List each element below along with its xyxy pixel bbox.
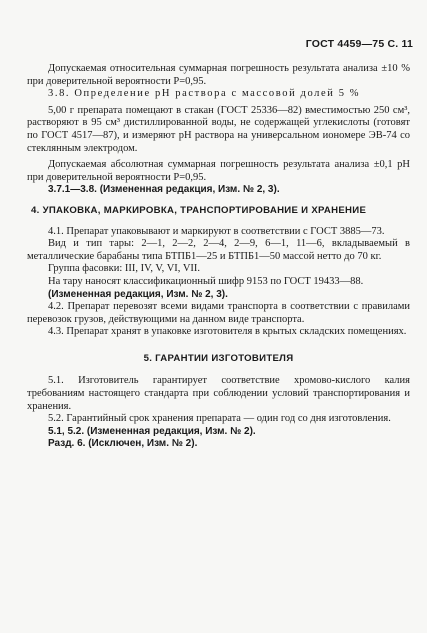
paragraph: 4.1. Препарат упаковывают и маркируют в соответствии с ГОСТ 3885—73. (48, 225, 385, 237)
paragraph: 5.1. Изготовитель гарантирует соответствие хромово-кислого калия требованиям настоящего стандарта при соблюдении условий транспортирования и хранения. (27, 375, 410, 412)
paragraph: 4.3. Препарат хранят в упаковке изготовителя в крытых складских помещениях. (48, 326, 407, 338)
paragraph: Допускаемая относительная суммарная погрешность результата анализа ±10 % при доверительной вероятности P=0,95. (27, 63, 410, 87)
paragraph: 4.2. Препарат перевозят всеми видами транспорта в соответствии с правилами перевозок грузов, действующими на данном виде транспорта. (27, 301, 410, 325)
clause-heading: 3.8. Определение pH раствора с массовой долей 5 % (48, 88, 361, 100)
amendment-note: (Измененная редакция, Изм. № 2, 3). (48, 288, 228, 300)
paragraph: Допускаемая абсолютная суммарная погрешность результата анализа ±0,1 pH при доверительной вероятности P=0,95. (27, 159, 410, 183)
paragraph: Вид и тип тары: 2—1, 2—2, 2—4, 2—9, 6—1, 11—6, вкладываемый в металлические барабаны типа БТПБ1—25 и БТПБ1—50 массой нетто до 70 кг. (27, 238, 410, 262)
amendment-note: 3.7.1—3.8. (Измененная редакция, Изм. № 2, 3). (48, 184, 280, 196)
paragraph: Группа фасовки: III, IV, V, VI, VII. (48, 263, 201, 275)
page-header: ГОСТ 4459—75 С. 11 (305, 38, 413, 50)
paragraph: 5,00 г препарата помещают в стакан (ГОСТ 25336—82) вместимостью 250 см³, растворяют в 95 см³ дистиллированной воды, не содержащей углекислоты (готовят по ГОСТ 4517—87), и измеряют pH раствора на универсальном иономере ЭВ-74 со стеклянным электродом. (27, 104, 410, 154)
paragraph: На тару наносят классификационный шифр 9153 по ГОСТ 19433—88. (48, 275, 364, 287)
section-heading: 4. УПАКОВКА, МАРКИРОВКА, ТРАНСПОРТИРОВАНИЕ И ХРАНЕНИЕ (31, 204, 367, 216)
amendment-note: 5.1, 5.2. (Измененная редакция, Изм. № 2). (48, 425, 256, 437)
section-heading: 5. ГАРАНТИИ ИЗГОТОВИТЕЛЯ (143, 352, 294, 364)
document-body (27, 63, 410, 451)
paragraph: 5.2. Гарантийный срок хранения препарата — один год со дня изготовления. (48, 413, 391, 425)
exclusion-note: Разд. 6. (Исключен, Изм. № 2). (48, 438, 198, 450)
